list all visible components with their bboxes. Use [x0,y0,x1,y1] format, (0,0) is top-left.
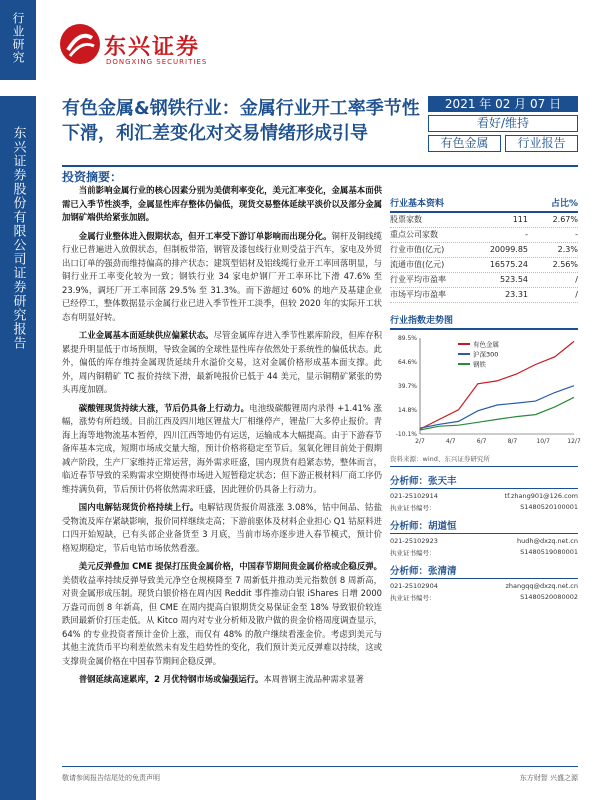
market-table-row [390,243,578,258]
market-table-cell-label: 行业市值(亿元) [390,245,445,254]
analyst-cert-label: 执业证书编号： [390,594,436,602]
market-table-title: 行业基本资料 [390,199,445,209]
legend-label: 有色金属 [473,340,499,349]
analyst-cert [390,503,578,512]
x-tick-label: 4/7 [445,438,456,445]
market-table-row [390,213,578,228]
report-tag-type: 行业报告 [505,135,578,152]
analyst-list [390,473,578,602]
market-table-cell-value: 16575.24 [489,260,528,269]
analyst-block [390,518,578,557]
analyst-name: 分析师：胡道恒 [390,518,578,534]
market-table-cell-pct: 2.67% [552,215,578,224]
market-table-row [390,273,578,288]
footer-disclaimer: 敬请参阅报告结尾处的免责声明 [62,774,160,782]
market-table-cell-label: 流通市值(亿元) [390,260,445,269]
analyst-cert-number: S1480520080002 [520,593,578,601]
paragraph-text: 电解钴现货报价周涨涨 3.08%，钴中间品、钴盐受物流及库存紧缺影响，报价同样继续走高；下游前驱体及材料企业担心 Q1 钴原料进口四开始短缺，已有头部企业备货至 3 月底，当前市场亦逐步进入春节模式，预计价格短期稳定，节后电钴市场依然看涨。 [62,502,382,553]
analyst-cert-number: S1480520100001 [520,503,578,511]
market-table-cell-value: - [525,230,528,239]
market-table-cell-pct: / [575,290,578,299]
paragraph-text: 电池级碳酸锂周内录得 +1.41% 涨幅，涨势有所趋缓。目前江西及四川地区锂盐大厂相继停产，锂盐厂大多停止报价。青海上海等地物流基本暂停，四川江西等地仍有运送，运输成本大幅提高。由于下游春节备库基本完成，短期市场成交量大缩，预计价格将稳定至节后。氢氧化锂目前处于假期减产阶段，生产厂家维持正常运营，海外需求旺盛，国内现货有趋紧态势，整体而言，临近春节导致的采购需求空期使得市场进入短暂稳定状态；但下游正极材料厂商工序仍维持满负荷，节后预计仍将依然需求旺盛，因此锂价仍具备上行动力。 [62,402,382,494]
analyst-cert-number: S1480519080001 [520,548,578,556]
market-table-cell-pct: / [575,275,578,284]
y-tick-label: -10.1% [395,431,417,438]
analyst-cert [390,593,578,602]
summary-heading: 投资摘要： [62,170,123,184]
market-table-col-pct: 占比% [550,199,578,209]
series-line [420,397,574,430]
x-tick-label: 6/7 [476,438,487,445]
market-table-cell-value: 20099.85 [489,245,528,254]
analyst-name: 分析师：张清清 [390,563,578,579]
market-table-row [390,228,578,243]
paragraph-lead: 金属行业整体进入假期状态，但开工率受下游订单影响而出现分化。 [78,230,332,241]
market-table-cell-value: 23.31 [505,290,528,299]
paragraph [62,230,382,325]
analyst-block [390,563,578,602]
paragraph [62,184,382,225]
market-table-cell-label: 市场平均市盈率 [390,290,446,299]
index-chart [390,330,581,450]
market-table-cell-value: 111 [512,215,528,224]
chart-title: 行业指数走势图 [390,313,578,330]
right-column [390,196,581,602]
analyst-phone: 021-25102923 [390,537,438,545]
paragraph [62,329,382,397]
logo-icon [60,24,100,64]
paragraph-lead: 国内电解钴现货价格持续上行。 [78,502,199,512]
paragraph-lead: 美元反弹叠加 CME 提保打压贵金属价格，中国春节期间贵金属价格或企稳反弹。 [78,561,382,571]
series-line [420,386,574,428]
analyst-email[interactable]: tf.zhang901@126.com [504,492,578,500]
market-table-cell-value: 523.54 [500,275,528,284]
market-table-row [390,258,578,273]
paragraph-lead: 工业金属基本面延续供应偏紧状态。 [78,330,214,340]
analyst-cert-label: 执业证书编号： [390,504,436,512]
footer-divider [62,766,578,767]
market-table-cell-pct: 2.3% [557,245,578,254]
analyst-contact [390,537,578,545]
title-divider [62,165,578,167]
x-tick-label: 10/7 [536,438,550,445]
paragraph [62,673,382,687]
market-table-cell-label: 股票家数 [390,215,422,224]
analyst-name: 分析师：张天丰 [390,473,578,489]
logo-sub: DONGXING SECURITIES [106,58,208,66]
paragraph [62,501,382,555]
analyst-block [390,473,578,512]
legend-label: 钢铁 [473,360,486,369]
market-table-row [390,288,578,303]
analyst-phone: 021-25102904 [390,582,438,590]
report-meta [428,96,578,152]
report-title: 有色金属&钢铁行业：金属行业开工率季节性下滑，利汇差变化对交易情绪形成引导 [62,98,420,144]
logo-name: 东兴证券 [104,35,201,60]
y-tick-label: 14.8% [397,407,417,414]
report-rating: 看好/维持 [428,115,578,132]
legend-label: 沪深300 [473,350,499,359]
x-tick-label: 12/7 [567,438,581,445]
paragraph-text: 美债收益率持续反弹导致美元净空仓规模降至 7 周新低并推动美元指数创 8 周新高，对贵金属形成压制。现货白银价格在周内因 Reddit 事件推动白银 iShares 日增 2000 万盎司而创 8 年新高，但 CME 在周内提高白银期货交易保证金至 18% 导致银价较连跌回最新价打压走低。从 Kitco 周内对专业分析师及散户做的贵金价格周度调查显示，64% 的专业投资者预计金价上涨，而仅有 48% 的散户继续看涨金价。考虑到美元与其他主流货币平均利差依然未有发生趋势性的变化，我们预计美元反弹难以持续，这或支撑贵金属价格在中国春节期间企稳反弹。 [62,574,382,666]
logo-mark-icon [60,24,100,64]
market-table-cell-pct: - [575,230,578,239]
summary-body [62,184,382,692]
report-date: 2021 年 02 月 07 日 [428,96,578,112]
sidebar-top-label: 行业研究 [11,12,25,64]
market-table-header [390,196,578,213]
paragraph-text: 本周普钢主流品种需求显著 [263,674,364,684]
y-tick-label: 39.7% [397,383,417,390]
sidebar-top [0,0,36,80]
report-tag-industry: 有色金属 [428,135,501,152]
analyst-cert-label: 执业证书编号： [390,549,436,557]
analyst-email[interactable]: zhangqq@dxzq.net.cn [505,582,578,590]
chart-source: 资料来源：wind、东兴证券研究所 [390,454,578,467]
y-tick-label: 89.5% [397,335,417,342]
market-table-cell-pct: 2.56% [552,260,578,269]
analyst-email[interactable]: hudh@dxzq.net.cn [517,537,578,545]
paragraph [62,402,382,497]
analyst-contact [390,582,578,590]
paragraph-text: 铜杆及铜线缆行业已普遍进入放假状态，但制板带箔，钢管及漆包线行业则受益于汽车，家电及外贸出口订单的强劲而维持偏高的排产状态；建筑型铝材及铝线缆行业开工率回落明显，与铜行业开工率变化较为一致；钢铁行业 34 家电炉钢厂开工率环比下滑 47.6% 至 23.9%，调坯厂开工率回落 29.5% 至 31.3%。而下游超过 60% 的地产及基建企业已经停工，整体数据显示金属行业已进入季节性开工淡季，但较 2020 年的实际开工状态有明显好转。 [62,230,383,322]
paragraph-lead: 碳酸锂现货持续大涨，节后仍具备上行动力。 [78,402,250,413]
paragraph-lead: 普钢延续高速累库，2 月优特钢市场或偏强运行。 [78,674,264,684]
sidebar-main [0,96,36,800]
analyst-phone: 021-25102914 [390,492,438,500]
market-table-body [390,213,578,303]
market-table-cell-label: 行业平均市盈率 [390,275,446,284]
analyst-contact [390,492,578,500]
paragraph-lead: 当前影响金属行业的核心因素分别为美债利率变化，美元汇率变化，金属基本面供需已入季节性淡季，金属显性库存整体仍偏低，现货交易整体延续平淡价以及部分金属加钢矿端供给紧张加剧。 [62,185,382,222]
paragraph [62,560,382,668]
y-tick-label: 64.6% [397,359,417,366]
analyst-cert [390,548,578,557]
paragraph-text: 尽管金属库存进入季节性累库阶段，但库存积累提升明显低于市场预期，导致金属的全球性显性库存依然处于系统性的偏低状态。此外，偏低的库存维持金属现货延续升水溢价交易，这对金属价格形成基本面支撑。此外，周内铜精矿 TC 报价持续下滑，最新吨报价已低于 44 美元，显示铜精矿紧张的势头再度加剧。 [62,330,383,394]
sidebar-company-label: 东兴证券股份有限公司证券研究报告 [10,126,26,350]
footer-slogan: 东方财智 兴盛之源 [519,774,578,782]
market-table-cell-label: 重点公司家数 [390,230,438,239]
x-tick-label: 2/7 [415,438,425,445]
x-tick-label: 8/7 [507,438,518,445]
